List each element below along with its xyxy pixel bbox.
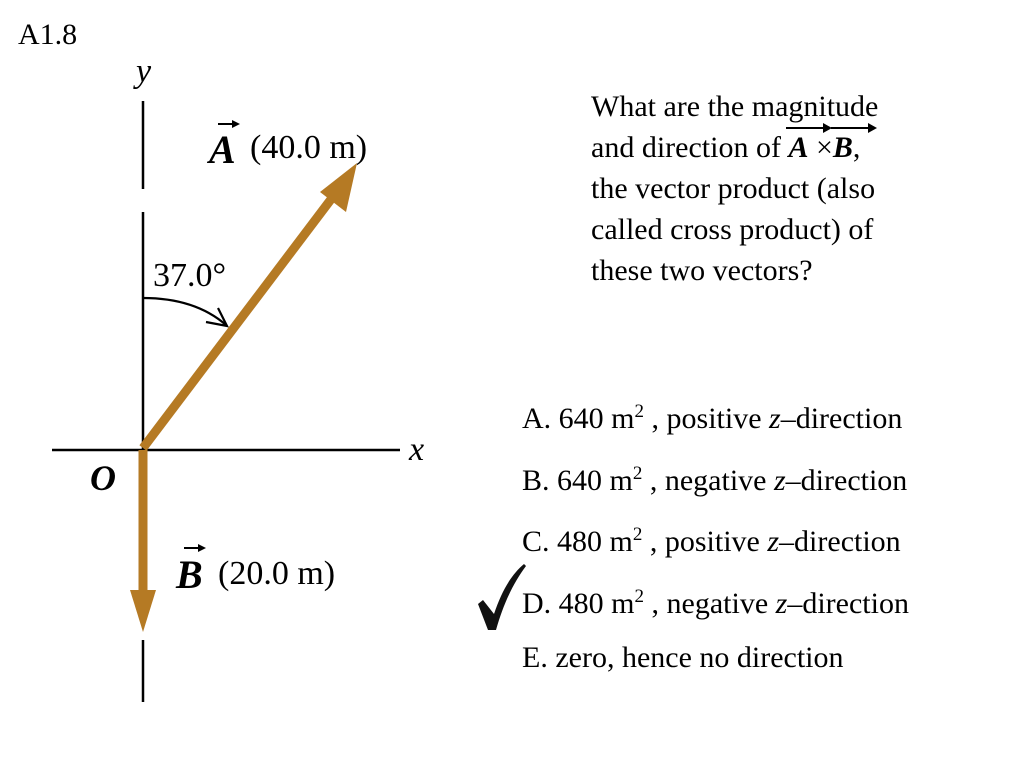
question-line-3: the vector product (also	[591, 172, 876, 205]
vector-b-ref-arrow-icon	[831, 127, 875, 129]
question-text	[591, 86, 951, 291]
vector-a-ref-symbol: A	[788, 131, 809, 164]
option-letter: D.	[522, 586, 552, 620]
answer-option-b[interactable]	[522, 452, 909, 514]
answer-option-c[interactable]	[522, 513, 909, 575]
question-line-5: these two vectors?	[591, 254, 813, 287]
vector-b-symbol: B	[176, 552, 203, 597]
option-exponent: 2	[632, 524, 643, 545]
option-letter: A.	[522, 402, 552, 435]
option-value: zero, hence no direction	[555, 641, 844, 674]
option-z: z	[769, 402, 781, 435]
option-z: z	[775, 586, 788, 620]
vector-a-magnitude: (40.0 m)	[250, 129, 368, 166]
option-value: 480 m	[557, 525, 633, 558]
answer-option-a[interactable]	[522, 390, 909, 452]
option-value: 640 m	[557, 463, 633, 497]
question-line-2	[591, 127, 951, 168]
vector-b-head	[130, 590, 156, 632]
question-line-4: called cross product) of	[591, 213, 874, 246]
option-exponent: 2	[634, 585, 645, 607]
option-direction: , negative	[644, 586, 776, 620]
option-z: z	[773, 463, 786, 497]
vector-diagram	[0, 0, 470, 720]
option-value: 480 m	[558, 586, 635, 620]
option-letter: C.	[522, 525, 550, 558]
vector-b-magnitude: (20.0 m)	[218, 555, 336, 592]
vector-b-overarrow-head	[198, 544, 206, 552]
vector-a-overarrow-head	[232, 120, 240, 128]
checkmark-icon	[474, 560, 528, 636]
angle-label: 37.0°	[153, 257, 227, 294]
angle-arc	[143, 298, 226, 325]
origin-label: O	[90, 458, 116, 498]
option-letter: B.	[522, 463, 550, 497]
vector-a-shaft	[143, 194, 335, 448]
option-z: z	[767, 525, 780, 558]
question-line-2-suffix: ,	[852, 131, 861, 164]
x-axis-label: x	[409, 431, 425, 468]
option-direction: , positive	[642, 525, 768, 558]
question-line-1: What are the magnitude	[591, 90, 879, 123]
vector-a-ref-arrow-icon	[786, 127, 830, 129]
answer-options	[522, 390, 909, 698]
option-direction: , positive	[644, 402, 770, 435]
slide-id: A1.8	[18, 18, 78, 51]
option-direction: , negative	[642, 463, 774, 497]
option-exponent: 2	[632, 462, 643, 484]
option-value: 640 m	[558, 402, 635, 435]
option-letter: E.	[522, 641, 548, 674]
answer-option-d[interactable]	[522, 575, 909, 637]
option-tail: –direction	[787, 586, 909, 620]
question-line-2-prefix: and direction of	[591, 131, 789, 164]
option-tail: –direction	[785, 463, 908, 497]
option-tail: –direction	[780, 402, 903, 435]
y-axis-label: y	[136, 53, 152, 90]
answer-option-e[interactable]	[522, 636, 909, 698]
option-exponent: 2	[634, 401, 645, 422]
vector-b-ref	[833, 127, 853, 168]
cross-operator: ×	[808, 131, 833, 164]
vector-b-ref-symbol: B	[832, 131, 853, 164]
vector-a-ref	[788, 127, 808, 168]
option-tail: –direction	[779, 525, 901, 558]
vector-a-symbol: A	[209, 127, 236, 172]
